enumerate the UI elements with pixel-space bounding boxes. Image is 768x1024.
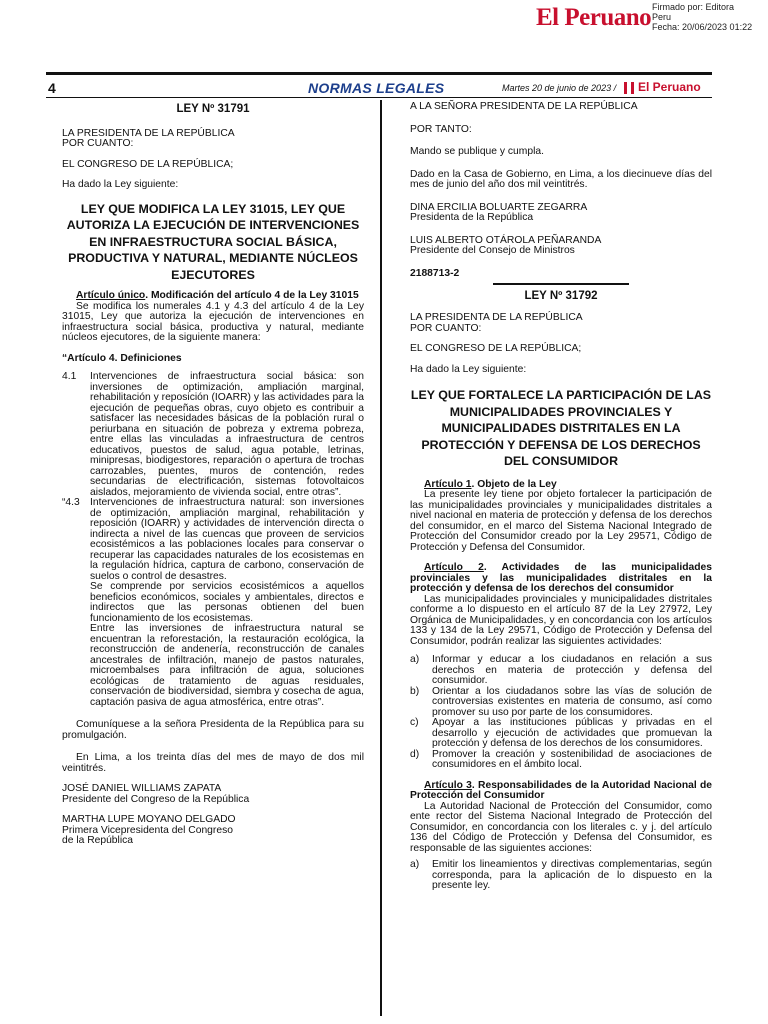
- list-item: [410, 860, 712, 892]
- list-item: [410, 750, 712, 771]
- law-title: LEY QUE FORTALECE LA PARTICIPACIÓN DE LAS MUNICIPALIDADES PROVINCIALES Y MUNICIPALIDADES DISTRITALES EN LA PROTECCIÓN Y DEFENSA DE LOS DERECHOS DEL CONSUMIDOR: [410, 388, 712, 468]
- item-text: Informar y educar a los ciudadanos en relación a sus derechos en materia de protección y defensa del consumidor.: [432, 654, 712, 686]
- el-peruano-logo: El Peruano: [536, 4, 652, 31]
- signer-name: DINA ERCILIA BOLUARTE ZEGARRA: [410, 201, 588, 213]
- law-number: LEY Nº 31792: [524, 289, 598, 302]
- item-label: d): [410, 748, 420, 760]
- item-label: a): [410, 859, 420, 870]
- numeral-text: Intervenciones de infraestructura natural: son inversiones de optimización, ampliación marginal, rehabilitación y reposición (IOARR) y actividades de intervención directa o indirecta a nivel de las cuencas que proveen de servicios ecosistémicos a las poblaciones locales para conservar o recuperar las capacidades naturales de los ecosistemas en la regulación hídrica, captura de carbono, conservación de suelos o control de desastres.: [90, 497, 364, 582]
- numeral-item: [62, 372, 364, 498]
- item-text: Emitir los lineamientos y directivas complementarias, según corresponda, para la aplicación de lo dispuesto en la presente ley.: [432, 859, 712, 891]
- law-number: LEY Nº 31791: [176, 103, 250, 115]
- signer-name: MARTHA LUPE MOYANO DELGADO: [62, 814, 236, 825]
- header-brand: El Peruano: [638, 80, 701, 94]
- list-item: [410, 687, 712, 719]
- law-title: LEY QUE MODIFICA LA LEY 31015, LEY QUE AUTORIZA LA EJECUCIÓN DE INTERVENCIONES EN INFRAESTRUCTURA SOCIAL BÁSICA, PRODUCTIVA Y NATURAL, MEDIANTE NÚCLEOS EJECUTORES: [66, 201, 360, 282]
- signature-line: Peru: [652, 12, 672, 22]
- address-line: A LA SEÑORA PRESIDENTA DE LA REPÚBLICA: [410, 101, 638, 112]
- article-text: Se modifica los numerales 4.1 y 4.3 del artículo 4 de la Ley 31015, Ley que autoriza la ejecución de intervenciones en infraestructura social básica, productiva y natural, mediante núcleos ejecutores, de la siguiente manera:: [62, 300, 364, 343]
- page-number: 4: [48, 80, 56, 96]
- article-text: Las municipalidades provinciales y municipalidades distritales conforme a lo dispuesto en el artículo 87 de la Ley 27972, Ley Orgánica de Municipalidades, y en concordancia con los artículos 133 y 134 de la Ley 29571, Código de Protección y Defensa del Consumidor, podrán realizar las siguientes actividades:: [410, 593, 712, 647]
- law-separator: [493, 283, 629, 285]
- document-code: 2188713-2: [410, 267, 460, 279]
- article-label: Artículo 3: [424, 779, 472, 791]
- numeral-label: “4.3: [62, 497, 80, 508]
- item-text: Promover la creación y sostenibilidad de asociaciones de consumidores en el ámbito local.: [432, 748, 712, 770]
- signer-role: de la República: [62, 835, 133, 846]
- signer-role: Presidente del Consejo de Ministros: [410, 245, 575, 256]
- closing-text: Comuníquese a la señora Presidenta de la República para su promulgación.: [62, 719, 364, 741]
- mando-text: Mando se publique y cumpla.: [410, 146, 544, 157]
- por-tanto: POR TANTO:: [410, 123, 472, 135]
- column-separator: [380, 100, 382, 1016]
- list-item: [410, 655, 712, 687]
- item-label: a): [410, 654, 420, 665]
- activities-list: [410, 655, 712, 771]
- dado-text: Dado en la Casa de Gobierno, en Lima, a los diecinueve días del mes de junio del año dos mil veintitrés.: [410, 168, 712, 190]
- article-text: La Autoridad Nacional de Protección del Consumidor, como ente rector del Sistema Nacional Integrado de Protección del Consumidor, en concordancia con los literales c. y j. del artículo 136 del Código de Protección y Defensa del Consumidor, es responsable de las siguientes acciones:: [410, 800, 712, 854]
- article-heading: [410, 781, 712, 802]
- article-text: La presente ley tiene por objeto fortalecer la participación de las municipalidades provinciales y municipalidades distritales a nivel nacional en materia de protección y defensa de los derechos del consumidor, en el marco del Sistema Nacional Integrado de Protección del Consumidor creado por la Ley 29571, Código de Protección y Defensa del Consumidor.: [410, 489, 712, 553]
- article-title: . Objeto de la Ley: [471, 478, 557, 490]
- article-label: Artículo 2: [424, 562, 484, 573]
- section-title: NORMAS LEGALES: [308, 80, 445, 96]
- preamble: POR CUANTO:: [410, 322, 482, 334]
- top-bar: [0, 0, 768, 50]
- peru-flag-icon: [624, 81, 634, 93]
- preamble: Ha dado la Ley siguiente:: [62, 179, 179, 190]
- signer-name: LUIS ALBERTO OTÁROLA PEÑARANDA: [410, 234, 602, 246]
- digital-signature: [652, 2, 752, 32]
- issue-date: Martes 20 de junio de 2023 /: [502, 83, 617, 93]
- article-label: Artículo 1: [424, 478, 472, 490]
- signer-role: Presidenta de la República: [410, 212, 534, 223]
- signer-role: Presidente del Congreso de la República: [62, 793, 250, 805]
- item-text: Apoyar a las instituciones públicas y privadas en el desarrollo y ejecución de actividades que promuevan la protección y defensa de los derechos de los consumidores.: [432, 717, 712, 749]
- numeral-item: [62, 498, 364, 708]
- signer-name: JOSÉ DANIEL WILLIAMS ZAPATA: [62, 783, 222, 794]
- definitions-heading: “Artículo 4. Definiciones: [62, 352, 182, 364]
- numeral-text: Entre las inversiones de infraestructura natural se encuentran la reforestación, la restauración ecológica, la reconstrucción de andenería, reconstrucción de canales ancestrales de infiltración, manejo de pastos naturales, microembalses para infiltración de agua, soluciones ecológicas de tratamiento de aguas residuales, conservación de biodiversidad, siembra y cosecha de agua, captación pasiva de agua atmosférica, entre otras”.: [90, 623, 364, 708]
- numeral-label: 4.1: [62, 371, 77, 382]
- preamble: EL CONGRESO DE LA REPÚBLICA;: [410, 343, 582, 354]
- article-title: . Modificación del artículo 4 de la Ley 31015: [145, 290, 359, 301]
- numeral-text: Se comprende por servicios ecosistémicos a aquellos beneficios económicos, sociales y ambientales, directos e indirectos que las personas obtienen del buen funcionamiento de los ecosistemas.: [90, 581, 364, 624]
- article-heading: [410, 563, 712, 595]
- item-label: b): [410, 685, 420, 697]
- preamble: EL CONGRESO DE LA REPÚBLICA;: [62, 158, 234, 170]
- left-column: [62, 100, 364, 847]
- article-title: . Actividades de las municipalidades provinciales y las municipalidades distritales en la protección y defensa de los derechos del consumidor: [410, 562, 712, 594]
- numeral-body: [90, 498, 364, 708]
- signature-line: Firmado por: Editora: [652, 2, 735, 12]
- header-underline: [46, 97, 712, 98]
- article-label: Artículo único: [76, 290, 146, 301]
- list-item: [410, 718, 712, 750]
- signer-role: Primera Vicepresidenta del Congreso: [62, 824, 233, 836]
- item-label: c): [410, 717, 419, 728]
- closing-text: En Lima, a los treinta días del mes de mayo de dos mil veintitrés.: [62, 752, 364, 774]
- preamble: LA PRESIDENTA DE LA REPÚBLICA: [410, 312, 583, 323]
- preamble: LA PRESIDENTA DE LA REPÚBLICA: [62, 127, 235, 139]
- right-column: [410, 100, 712, 892]
- article-title: . Responsabilidades de la Autoridad Nacional de Protección del Consumidor: [410, 779, 712, 801]
- header-rule: [46, 72, 712, 75]
- preamble: POR CUANTO:: [62, 138, 134, 149]
- article-heading: [62, 291, 364, 302]
- signature-line: Fecha: 20/06/2023 01:22: [652, 22, 753, 32]
- item-text: Orientar a los ciudadanos sobre las vías de solución de controversias existentes en materia de consumo, así como promover su uso por parte de los consumidores.: [432, 685, 712, 718]
- numeral-text: Intervenciones de infraestructura social básica: son inversiones de optimización, ampliación marginal, rehabilitación y reposición (IOARR) y las actividades para la ejecución de pequeñas obras, cuyo objeto es contribuir a satisfacer las necesidades básicas de la población rural o periurbana en situación de pobreza y extrema pobreza, entre ellas las vinculadas a infraestructura de centros educativos, puestos de salud, agua potable, letrinas, minipresas, biodigestores, reparación o apertura de trochas carrozables, puentes, muros de contención, redes secundarias de electrificación, sistemas fotovoltaicos aislados, mejoramiento de vivienda social, entre otras”.: [90, 371, 364, 498]
- preamble: Ha dado la Ley siguiente:: [410, 363, 527, 375]
